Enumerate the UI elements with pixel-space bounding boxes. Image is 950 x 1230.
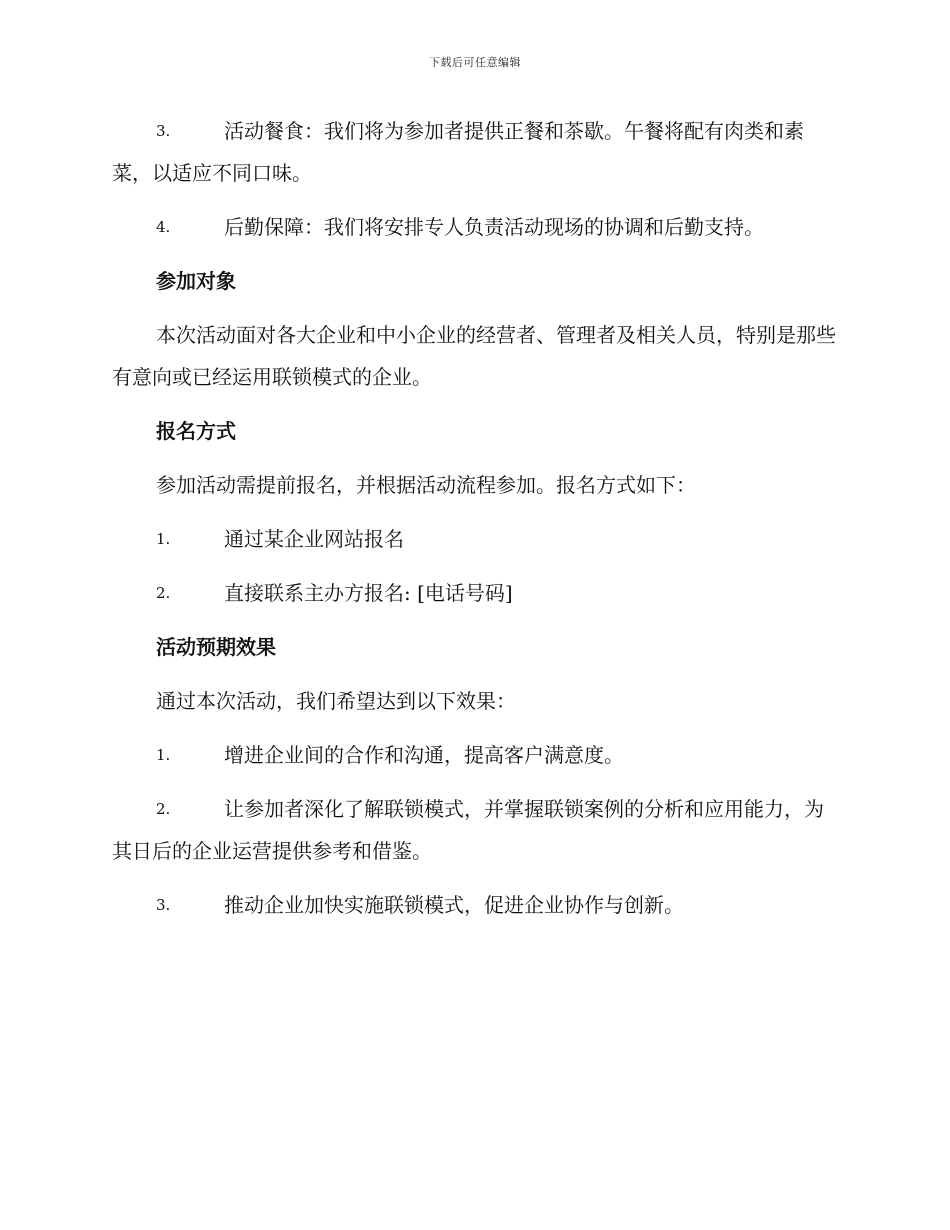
list-item-reg-website <box>112 518 838 560</box>
list-number: 1. <box>156 530 171 548</box>
heading-expected-effects: 活动预期效果 <box>156 635 276 659</box>
paragraph-effects-intro: 通过本次活动，我们希望达到以下效果： <box>156 689 516 713</box>
list-text: 后勤保障：我们将安排专人负责活动现场的协调和后勤支持。 <box>224 215 764 239</box>
list-text: 增进企业间的合作和沟通，提高客户满意度。 <box>224 743 624 767</box>
list-number: 4. <box>156 218 171 236</box>
list-text: 活动餐食：我们将为参加者提供正餐和茶歇。午餐将配有肉类和素菜，以适应不同口味。 <box>112 119 804 185</box>
list-text: 让参加者深化了解联锁模式，并掌握联锁案例的分析和应用能力，为其日后的企业运营提供参考和借鉴。 <box>112 797 824 863</box>
list-text: 直接联系主办方报名: [电话号码] <box>224 581 513 605</box>
list-number: 2. <box>156 800 171 818</box>
list-number: 2. <box>156 584 171 602</box>
list-text: 通过某企业网站报名 <box>224 527 404 551</box>
list-text: 推动企业加快实施联锁模式，促进企业协作与创新。 <box>224 893 684 917</box>
list-item-effect-understanding <box>112 788 838 872</box>
document-body <box>112 110 838 938</box>
list-item-meals <box>112 110 838 194</box>
list-number: 3. <box>156 122 171 140</box>
list-item-effect-innovation <box>112 884 838 926</box>
paragraph-participants: 本次活动面对各大企业和中小企业的经营者、管理者及相关人员，特别是那些有意向或已经运用联锁模式的企业。 <box>112 323 836 389</box>
heading-participants: 参加对象 <box>156 269 236 293</box>
list-item-logistics <box>112 206 838 248</box>
page-header: 下载后可任意编辑 <box>429 56 521 69</box>
list-number: 3. <box>156 896 171 914</box>
heading-registration: 报名方式 <box>156 419 236 443</box>
list-number: 1. <box>156 746 171 764</box>
list-item-reg-phone <box>112 572 838 614</box>
list-item-effect-cooperation <box>112 734 838 776</box>
paragraph-registration-intro: 参加活动需提前报名，并根据活动流程参加。报名方式如下： <box>156 473 696 497</box>
